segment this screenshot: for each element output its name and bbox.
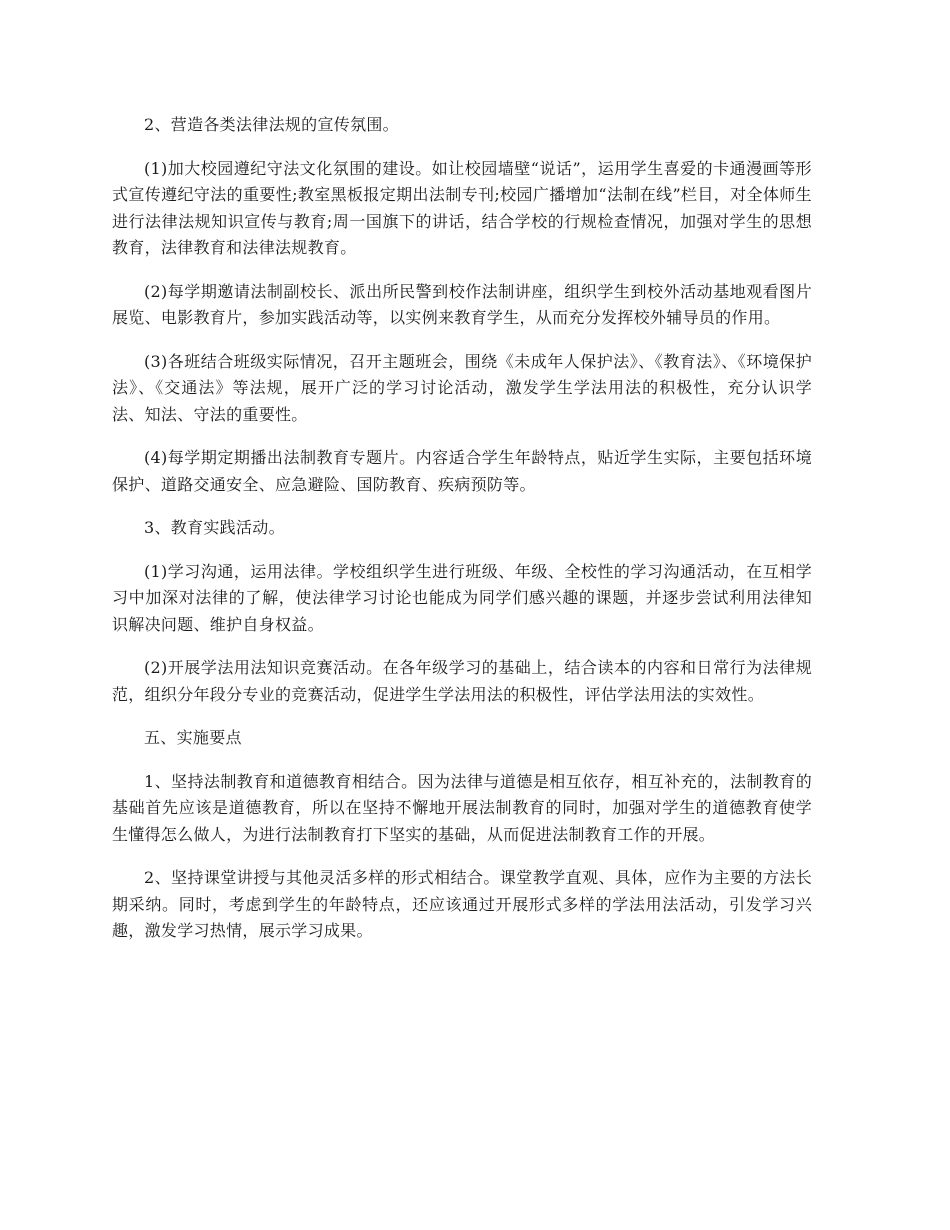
section-heading-key-points: 五、实施要点	[144, 728, 242, 747]
document-page	[112, 112, 812, 962]
paragraph-campus-culture: (1)加大校园遵纪守法文化氛围的建设。如让校园墙壁“说话”，运用学生喜爱的卡通漫画等形式宣传遵纪守法的重要性;教室黑板报定期出法制专刊;校园广播增加“法制在线”栏目，对全体师生进行法律法规知识宣传与教育;周一国旗下的讲话，结合学校的行规检查情况，加强对学生的思想教育，法律教育和法律法规教育。	[112, 158, 812, 257]
paragraph-class-meetings: (3)各班结合班级实际情况，召开主题班会，围绕《未成年人保护法》、《教育法》、《环境保护法》、《交通法》等法规，展开广泛的学习讨论活动，激发学生学法用法的积极性，充分认识学法、知法、守法的重要性。	[112, 351, 812, 424]
section-heading-publicity: 2、营造各类法律法规的宣传氛围。	[144, 115, 399, 134]
paragraph-moral-education: 1、坚持法制教育和道德教育相结合。因为法律与道德是相互依存，相互补充的，法制教育的基础首先应该是道德教育，所以在坚持不懈地开展法制教育的同时，加强对学生的道德教育使学生懂得怎么做人，为进行法制教育打下坚实的基础，从而促进法制教育工作的开展。	[112, 771, 812, 844]
paragraph-special-films: (4)每学期定期播出法制教育专题片。内容适合学生年龄特点，贴近学生实际，主要包括环境保护、道路交通安全、应急避险、国防教育、疾病预防等。	[112, 448, 812, 494]
paragraph-classroom-teaching: 2、坚持课堂讲授与其他灵活多样的形式相结合。课堂教学直观、具体，应作为主要的方法长期采纳。同时，考虑到学生的年龄特点，还应该通过开展形式多样的学法用法活动，引发学习兴趣，激发学习热情，展示学习成果。	[112, 868, 812, 940]
paragraph-lectures: (2)每学期邀请法制副校长、派出所民警到校作法制讲座，组织学生到校外活动基地观看图片展览、电影教育片，参加实践活动等，以实例来教育学生，从而充分发挥校外辅导员的作用。	[112, 281, 812, 327]
section-heading-practice: 3、教育实践活动。	[144, 518, 285, 537]
paragraph-competition: (2)开展学法用法知识竞赛活动。在各年级学习的基础上，结合读本的内容和日常行为法律规范，组织分年段分专业的竞赛活动，促进学生学法用法的积极性，评估学法用法的实效性。	[112, 658, 812, 704]
paragraph-exchange: (1)学习沟通，运用法律。学校组织学生进行班级、年级、全校性的学习沟通活动，在互相学习中加深对法律的了解，使法律学习讨论也能成为同学们感兴趣的课题，并逐步尝试利用法律知识解决问题、维护自身权益。	[112, 561, 812, 634]
